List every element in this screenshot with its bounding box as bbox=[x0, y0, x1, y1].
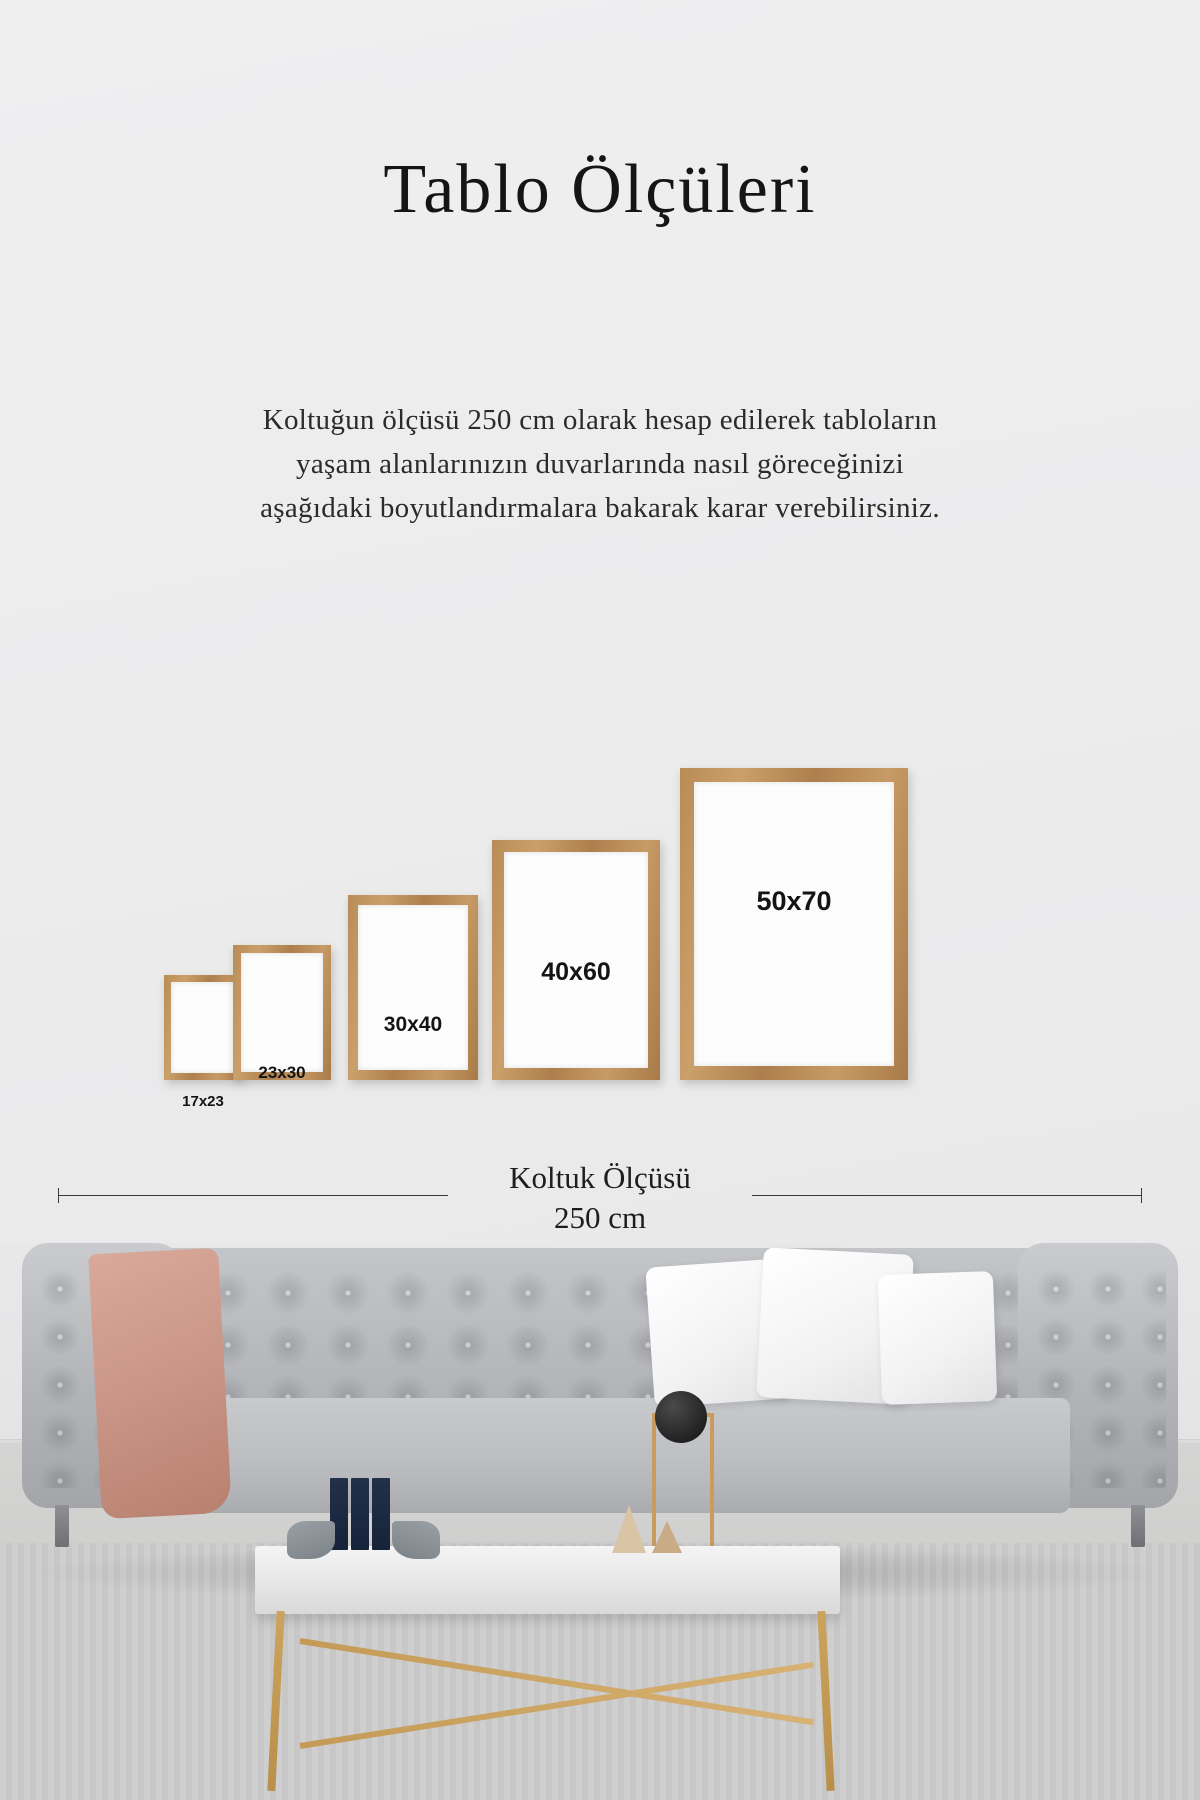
living-room-photo bbox=[0, 1243, 1200, 1800]
frame-size-comparison bbox=[0, 660, 1200, 1110]
frame-label-40x60: 40x60 bbox=[541, 958, 611, 986]
intro-line-3: aşağıdaki boyutlandırmalara bakarak karar verebilirsiniz. bbox=[260, 492, 940, 524]
bookend-left bbox=[287, 1521, 335, 1559]
frame-canvas bbox=[694, 782, 894, 1066]
intro-line-1: Koltuğun ölçüsü 250 cm olarak hesap edilerek tabloların bbox=[262, 404, 938, 436]
frame-50x70 bbox=[680, 768, 908, 1080]
bookend-right bbox=[392, 1521, 440, 1559]
page-title: Tablo Ölçüleri bbox=[383, 151, 817, 228]
sofa-seat bbox=[130, 1398, 1070, 1513]
frame-23x30 bbox=[233, 945, 331, 1080]
frame-canvas bbox=[171, 982, 235, 1073]
decor-cone-large bbox=[612, 1505, 646, 1553]
frame-item-50x70 bbox=[680, 768, 908, 1080]
measure-value: 250 cm bbox=[553, 1200, 647, 1235]
frame-canvas bbox=[241, 953, 323, 1072]
frame-label-50x70: 50x70 bbox=[756, 886, 832, 916]
measure-label: Koltuk Ölçüsü bbox=[509, 1160, 691, 1195]
frame-label-30x40: 30x40 bbox=[383, 1013, 443, 1036]
sofa-measurement bbox=[0, 1150, 1200, 1235]
throw-blanket bbox=[88, 1248, 232, 1519]
sofa-leg-left bbox=[55, 1505, 69, 1547]
frame-label-23x30: 23x30 bbox=[258, 1063, 306, 1082]
frame-item-30x40 bbox=[348, 895, 478, 1080]
frame-item-23x30 bbox=[233, 945, 331, 1080]
decor-books bbox=[330, 1478, 392, 1550]
frame-label-17x23: 17x23 bbox=[182, 1093, 224, 1110]
intro-line-2: yaşam alanlarınızın duvarlarında nasıl göreceğinizi bbox=[296, 448, 904, 480]
frame-17x23 bbox=[164, 975, 242, 1080]
cushion-3 bbox=[878, 1271, 997, 1405]
sofa-leg-right bbox=[1131, 1505, 1145, 1547]
frame-item-17x23 bbox=[164, 975, 242, 1110]
frame-item-40x60 bbox=[492, 840, 660, 1080]
measure-label-group bbox=[0, 1158, 1200, 1238]
decor-cone-small bbox=[652, 1521, 682, 1553]
coffee-table-top bbox=[255, 1546, 840, 1614]
frame-30x40 bbox=[348, 895, 478, 1080]
decor-sphere bbox=[655, 1391, 707, 1443]
frame-canvas bbox=[358, 905, 468, 1070]
intro-paragraph bbox=[80, 398, 1120, 530]
